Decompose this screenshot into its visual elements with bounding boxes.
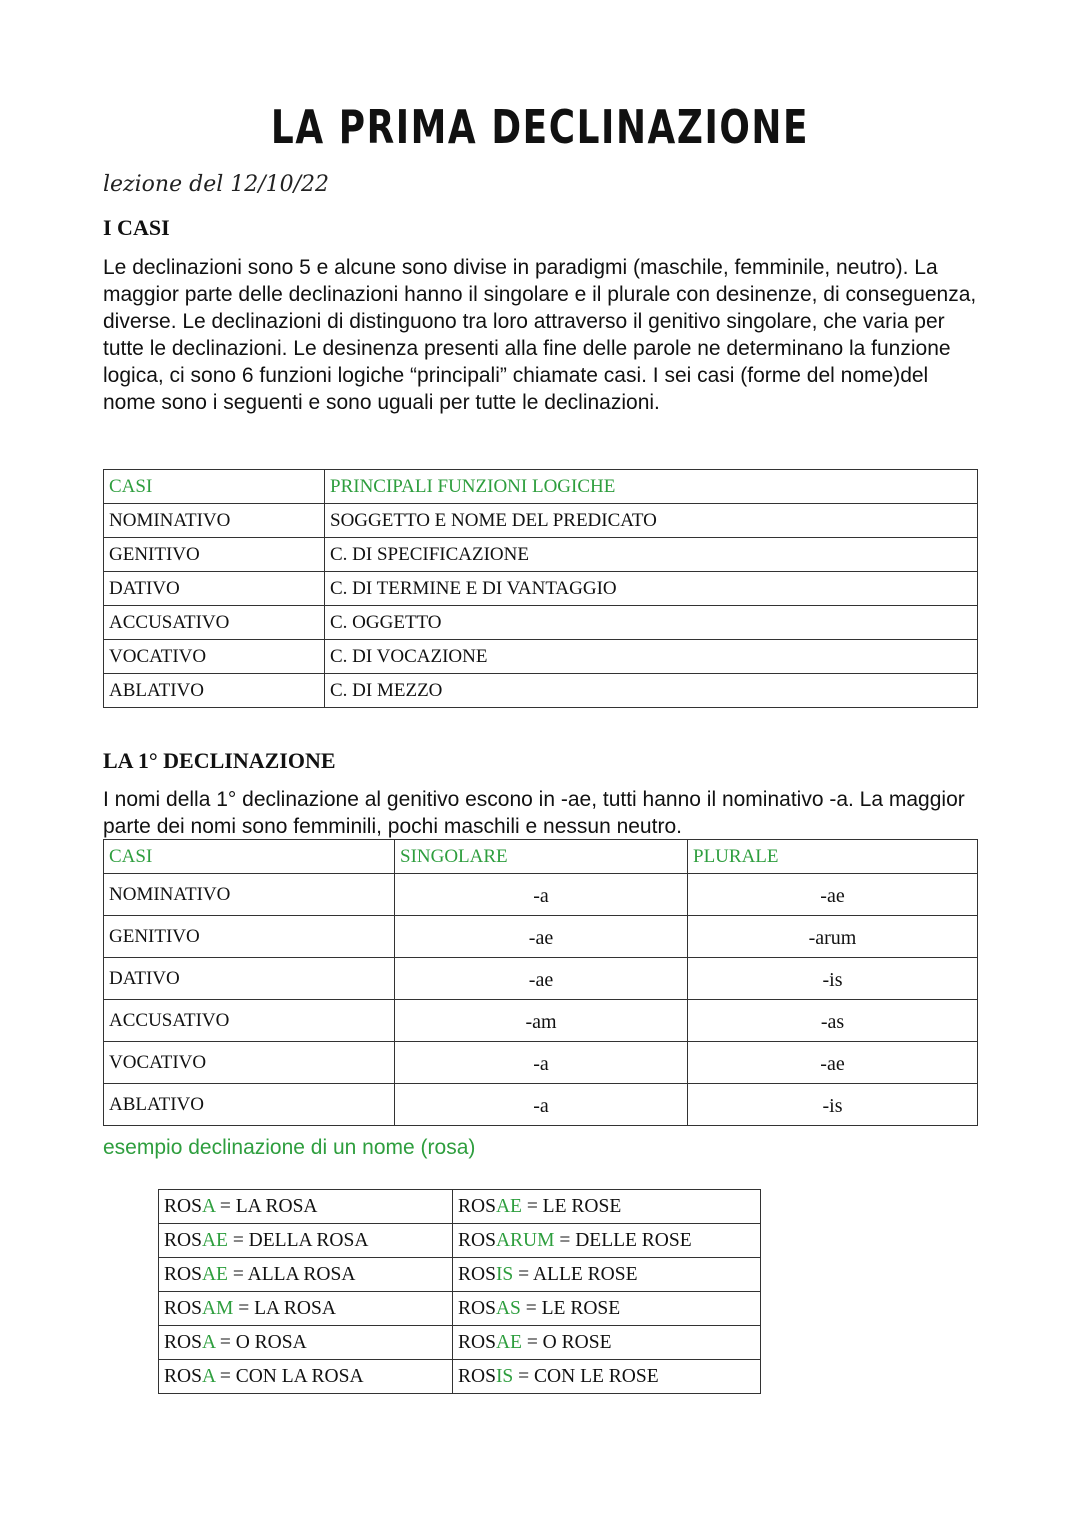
meaning: = CON LA ROSA bbox=[214, 1365, 364, 1387]
section-heading-first-declension: LA 1° DECLINAZIONE bbox=[103, 748, 336, 773]
meaning: = LA ROSA bbox=[233, 1297, 336, 1319]
case-cell: NOMINATIVO bbox=[104, 874, 395, 916]
ending: AE bbox=[495, 1195, 522, 1217]
plural-form-cell bbox=[453, 1258, 761, 1292]
ending: IS bbox=[495, 1263, 514, 1285]
table-row bbox=[104, 916, 978, 958]
plural-cell: -arum bbox=[688, 916, 978, 958]
case-cell: DATIVO bbox=[104, 572, 325, 606]
singular-form-cell bbox=[159, 1224, 453, 1258]
table-row bbox=[104, 958, 978, 1000]
case-cell: DATIVO bbox=[104, 958, 395, 1000]
page-title: LA PRIMA DECLINAZIONE bbox=[270, 100, 810, 154]
table-row bbox=[104, 504, 978, 538]
case-cell: NOMINATIVO bbox=[104, 504, 325, 538]
singular-cell: -a bbox=[395, 1042, 688, 1084]
stem: ROS bbox=[458, 1365, 496, 1387]
table-row bbox=[104, 538, 978, 572]
singular-cell: -a bbox=[395, 874, 688, 916]
meaning: = DELLE ROSE bbox=[554, 1229, 692, 1251]
singular-form-cell bbox=[159, 1292, 453, 1326]
singular-cell: -ae bbox=[395, 958, 688, 1000]
meaning: = DELLA ROSA bbox=[227, 1229, 369, 1251]
meaning: = LE ROSE bbox=[521, 1195, 622, 1217]
header-cell: PRINCIPALI FUNZIONI LOGICHE bbox=[325, 470, 978, 504]
table-row bbox=[104, 640, 978, 674]
plural-form-cell bbox=[453, 1190, 761, 1224]
table-row bbox=[104, 674, 978, 708]
declension-paragraph: I nomi della 1° declinazione al genitivo escono in -ae, tutti hanno il nominativo -a. La maggior parte dei nomi sono femminili, pochi maschili e nessun neutro. bbox=[103, 788, 965, 838]
table-row bbox=[159, 1258, 761, 1292]
header-cell: SINGOLARE bbox=[395, 840, 688, 874]
case-cell: VOCATIVO bbox=[104, 1042, 395, 1084]
ending: A bbox=[201, 1365, 215, 1387]
table-row bbox=[159, 1292, 761, 1326]
table-row bbox=[104, 606, 978, 640]
meaning: = LA ROSA bbox=[214, 1195, 318, 1217]
ending: AE bbox=[495, 1331, 522, 1353]
table-row bbox=[104, 874, 978, 916]
function-cell: C. DI VOCAZIONE bbox=[325, 640, 978, 674]
case-cell: ACCUSATIVO bbox=[104, 1000, 395, 1042]
stem: ROS bbox=[164, 1365, 202, 1387]
endings-table bbox=[103, 839, 978, 1126]
table-header-row bbox=[104, 840, 978, 874]
table-row bbox=[159, 1224, 761, 1258]
singular-form-cell bbox=[159, 1258, 453, 1292]
meaning: = ALLA ROSA bbox=[227, 1263, 356, 1285]
meaning: = ALLE ROSE bbox=[513, 1263, 638, 1285]
section-heading-casi: I CASI bbox=[103, 215, 170, 240]
ending: A bbox=[201, 1195, 215, 1217]
ending: IS bbox=[495, 1365, 514, 1387]
ending: ARUM bbox=[495, 1229, 555, 1251]
case-cell: VOCATIVO bbox=[104, 640, 325, 674]
ending: AM bbox=[201, 1297, 234, 1319]
singular-cell: -ae bbox=[395, 916, 688, 958]
plural-form-cell bbox=[453, 1360, 761, 1394]
singular-cell: -am bbox=[395, 1000, 688, 1042]
stem: ROS bbox=[164, 1195, 202, 1217]
stem: ROS bbox=[164, 1297, 202, 1319]
plural-form-cell bbox=[453, 1224, 761, 1258]
ending: AE bbox=[201, 1263, 228, 1285]
meaning: = LE ROSE bbox=[520, 1297, 621, 1319]
stem: ROS bbox=[458, 1297, 496, 1319]
function-cell: C. DI SPECIFICAZIONE bbox=[325, 538, 978, 572]
table-header-row bbox=[104, 470, 978, 504]
table-row bbox=[104, 1084, 978, 1126]
ending: AE bbox=[201, 1229, 228, 1251]
function-cell: C. DI MEZZO bbox=[325, 674, 978, 708]
table-row bbox=[104, 1042, 978, 1084]
plural-cell: -ae bbox=[688, 1042, 978, 1084]
function-cell: SOGGETTO E NOME DEL PREDICATO bbox=[325, 504, 978, 538]
stem: ROS bbox=[164, 1331, 202, 1353]
stem: ROS bbox=[164, 1229, 202, 1251]
header-cell: PLURALE bbox=[688, 840, 978, 874]
meaning: = CON LE ROSE bbox=[513, 1365, 659, 1387]
table-row bbox=[159, 1326, 761, 1360]
plural-cell: -is bbox=[688, 1084, 978, 1126]
table-row bbox=[159, 1190, 761, 1224]
intro-paragraph: Le declinazioni sono 5 e alcune sono divise in paradigmi (maschile, femminile, neutro). La maggior parte delle declinazioni hanno il singolare e il plurale con desinenze, di conseguenza, diverse. Le declinazioni di distinguono tra loro attraverso il genitivo singolare, che varia per tutte le declinazioni. Le desinenza presenti alla fine delle parole ne determinano la funzione logica, ci sono 6 funzioni logiche “principali” chiamate casi. I sei casi (forme del nome)del nome sono i seguenti e sono uguali per tutte le declinazioni. bbox=[103, 256, 977, 414]
ending: AS bbox=[495, 1297, 521, 1319]
table-row bbox=[159, 1360, 761, 1394]
stem: ROS bbox=[458, 1263, 496, 1285]
function-cell: C. OGGETTO bbox=[325, 606, 978, 640]
rosa-example-table bbox=[158, 1189, 761, 1394]
meaning: = O ROSE bbox=[521, 1331, 612, 1353]
plural-form-cell bbox=[453, 1326, 761, 1360]
plural-cell: -as bbox=[688, 1000, 978, 1042]
example-caption: esempio declinazione di un nome (rosa) bbox=[103, 1136, 476, 1159]
table-row bbox=[104, 572, 978, 606]
table-row bbox=[104, 1000, 978, 1042]
stem: ROS bbox=[458, 1331, 496, 1353]
case-cell: GENITIVO bbox=[104, 538, 325, 572]
cases-table bbox=[103, 469, 978, 708]
stem: ROS bbox=[458, 1195, 496, 1217]
meaning: = O ROSA bbox=[214, 1331, 307, 1353]
plural-cell: -ae bbox=[688, 874, 978, 916]
case-cell: ABLATIVO bbox=[104, 674, 325, 708]
singular-form-cell bbox=[159, 1360, 453, 1394]
stem: ROS bbox=[164, 1263, 202, 1285]
plural-cell: -is bbox=[688, 958, 978, 1000]
singular-cell: -a bbox=[395, 1084, 688, 1126]
ending: A bbox=[201, 1331, 215, 1353]
header-cell: CASI bbox=[104, 840, 395, 874]
singular-form-cell bbox=[159, 1190, 453, 1224]
stem: ROS bbox=[458, 1229, 496, 1251]
lesson-date: lezione del 12/10/22 bbox=[103, 172, 330, 197]
singular-form-cell bbox=[159, 1326, 453, 1360]
case-cell: ACCUSATIVO bbox=[104, 606, 325, 640]
plural-form-cell bbox=[453, 1292, 761, 1326]
header-cell: CASI bbox=[104, 470, 325, 504]
case-cell: ABLATIVO bbox=[104, 1084, 395, 1126]
case-cell: GENITIVO bbox=[104, 916, 395, 958]
function-cell: C. DI TERMINE E DI VANTAGGIO bbox=[325, 572, 978, 606]
